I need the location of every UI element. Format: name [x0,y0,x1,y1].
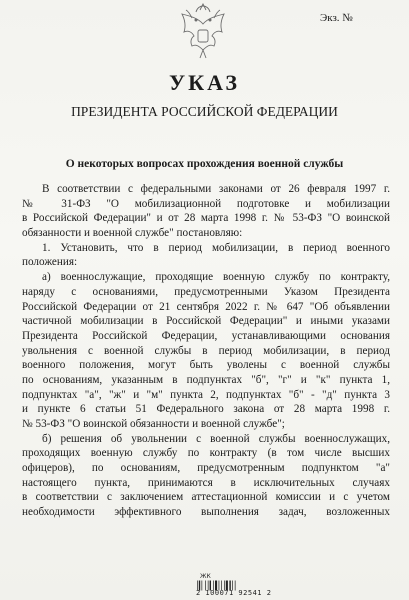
text-line: наряду с основаниями, предусмотренными Указом Президента [22,285,390,298]
text-line: проходящих военную службу по контракту (в том числе высших [22,447,390,460]
document-title: УКАЗ [168,70,241,95]
decree-heading: О некоторых вопросах прохождения военной службы [65,158,344,170]
russian-coat-of-arms-icon [176,2,230,62]
text-line: подпунктах "а", "ж" и "м" пункта 2, подпунктах "б" - "д" пункта 3 [22,388,390,401]
barcode-number: 2 100071 92541 2 [196,589,272,597]
text-line: в соответствии с заключением аттестационной комиссии и с учетом [22,491,390,504]
text-line: В соответствии с федеральными законами от 26 февраля 1997 г. [42,183,390,195]
text-line: 1. Установить, что в период мобилизации, в период военного [42,241,390,254]
copy-number-label: Экз. № [320,12,353,24]
text-line: № 31-ФЗ "О мобилизационной подготовке и мобилизации [22,197,390,210]
text-line: увольнения с военной службы в период мобилизации, в период [22,344,390,357]
text-line: в Российской Федерации" и от 28 марта 1998 г. № 53-ФЗ "О воинской [22,212,390,225]
text-line: Президента Российской Федерации, устанавливающими основания [22,329,390,342]
decree-body [22,182,390,520]
document-subtitle: ПРЕЗИДЕНТА РОССИЙСКОЙ ФЕДЕРАЦИИ [71,104,338,119]
text-line: Российской Федерации от 21 сентября 2022 г. № 647 "Об объявлении [22,300,390,313]
text-line: офицеров), по основаниям, предусмотренным подпунктом "а" [22,462,390,475]
text-line: по основаниям, указанным в подпунктах "б", "г" и "к" пункта 1, [22,373,390,386]
text-line: военного положения, могут быть уволены с военной службы [22,359,390,372]
text-line: положения: [22,256,78,269]
text-line: № 53-ФЗ "О воинской обязанности и военной службе"; [22,418,285,430]
text-line: частичной мобилизации в Российской Федерации" и иными указами [22,315,390,328]
text-line: настоящего пункта, принимаются в исключительных случаях [22,476,390,489]
text-line: а) военнослужащие, проходящие военную службу по контракту, [42,271,390,284]
text-line: б) решения об увольнении с военной службы военнослужащих, [42,432,390,445]
barcode-mark: ЖК [200,573,211,580]
text-line: обязанности и военной службе" постановляю: [22,227,243,240]
text-line: и пункте 6 статьи 51 Федерального закона от 28 марта 1998 г. [22,403,390,416]
text-line: необходимости эффективного выполнения задач, возложенных [22,506,390,519]
